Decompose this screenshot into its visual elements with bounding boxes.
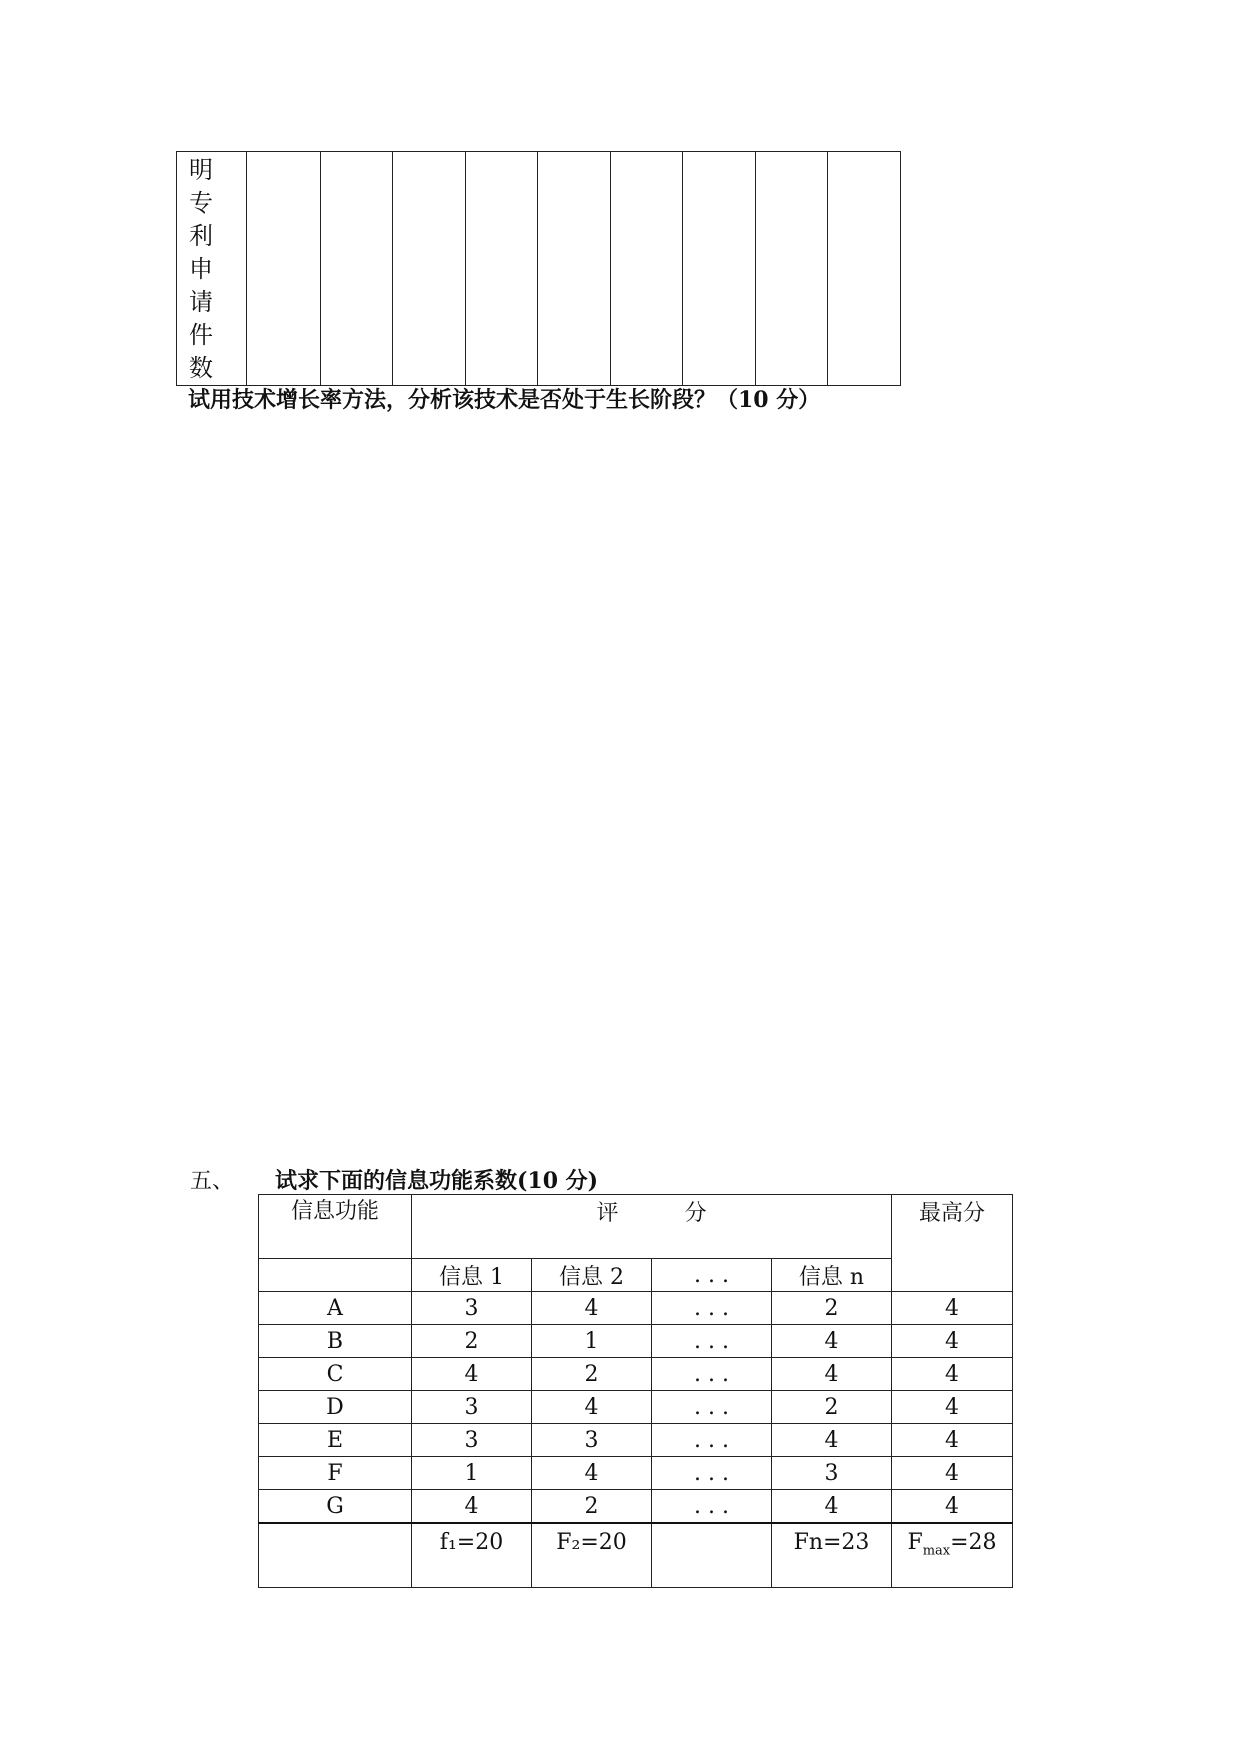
info-function-table <box>258 1194 1013 1588</box>
cell-value: 4 <box>532 1391 652 1424</box>
cell-value: 3 <box>412 1292 532 1325</box>
cell-ellipsis: . . . <box>652 1424 772 1457</box>
row-label: C <box>259 1358 412 1391</box>
question-text: 试用技术增长率方法，分析该技术是否处于生长阶段？（10 分） <box>188 387 821 413</box>
empty-cell <box>611 152 683 386</box>
empty-cell <box>259 1259 412 1292</box>
label-char: 申 <box>189 255 213 283</box>
cell-max: 4 <box>892 1490 1013 1524</box>
cell-ellipsis: . . . <box>652 1325 772 1358</box>
cell-max: 4 <box>892 1424 1013 1457</box>
table-row <box>259 1457 1013 1490</box>
cell-value: 4 <box>772 1325 892 1358</box>
empty-cell <box>247 152 321 386</box>
cell-value: 2 <box>772 1391 892 1424</box>
empty-cell <box>321 152 393 386</box>
label-char: 利 <box>189 222 213 250</box>
total-f1: f₁=20 <box>412 1523 532 1587</box>
cell-value: 2 <box>772 1292 892 1325</box>
empty-cell <box>756 152 828 386</box>
cell-value: 4 <box>772 1490 892 1524</box>
total-fmax <box>892 1523 1013 1587</box>
totals-row <box>259 1523 1013 1587</box>
cell-value: 4 <box>412 1490 532 1524</box>
empty-cell <box>259 1523 412 1587</box>
header-score: 评 分 <box>412 1195 892 1259</box>
total-fn: Fn=23 <box>772 1523 892 1587</box>
label-char: 件 <box>189 321 213 349</box>
row-label: F <box>259 1457 412 1490</box>
patent-table <box>176 151 901 386</box>
cell-ellipsis: . . . <box>652 1391 772 1424</box>
table-row <box>259 1325 1013 1358</box>
label-char: 请 <box>189 288 213 316</box>
cell-ellipsis: . . . <box>652 1358 772 1391</box>
row-label: G <box>259 1490 412 1524</box>
empty-cell <box>683 152 756 386</box>
cell-max: 4 <box>892 1325 1013 1358</box>
total-f2: F₂=20 <box>532 1523 652 1587</box>
table-row <box>259 1358 1013 1391</box>
empty-cell <box>652 1523 772 1587</box>
empty-cell <box>393 152 466 386</box>
cell-value: 3 <box>772 1457 892 1490</box>
row-label: E <box>259 1424 412 1457</box>
cell-max: 4 <box>892 1358 1013 1391</box>
row-label-patent-applications <box>177 152 247 386</box>
fmax-text: $F_{max}=28$ <box>907 1530 997 1559</box>
cell-value: 2 <box>412 1325 532 1358</box>
cell-value: 4 <box>532 1457 652 1490</box>
cell-value: 1 <box>412 1457 532 1490</box>
table-row <box>259 1292 1013 1325</box>
cell-max: 4 <box>892 1292 1013 1325</box>
header-max-score: 最高分 <box>892 1195 1013 1292</box>
section-number: 五、 <box>190 1169 235 1194</box>
table-row <box>259 1490 1013 1524</box>
subheader-info-1: 信息 1 <box>412 1259 532 1292</box>
header-info-function: 信息功能 <box>259 1195 412 1259</box>
cell-max: 4 <box>892 1457 1013 1490</box>
row-label: B <box>259 1325 412 1358</box>
cell-value: 3 <box>412 1424 532 1457</box>
cell-ellipsis: . . . <box>652 1490 772 1524</box>
cell-max: 4 <box>892 1391 1013 1424</box>
cell-value: 4 <box>772 1358 892 1391</box>
cell-value: 4 <box>772 1424 892 1457</box>
cell-value: 4 <box>412 1358 532 1391</box>
row-label: D <box>259 1391 412 1424</box>
empty-cell <box>466 152 538 386</box>
cell-value: 1 <box>532 1325 652 1358</box>
subheader-info-n: 信息 n <box>772 1259 892 1292</box>
row-label: A <box>259 1292 412 1325</box>
cell-value: 4 <box>532 1292 652 1325</box>
subheader-ellipsis: . . . <box>652 1259 772 1292</box>
cell-ellipsis: . . . <box>652 1457 772 1490</box>
cell-value: 3 <box>412 1391 532 1424</box>
section-title: 试求下面的信息功能系数(10 分) <box>275 1168 599 1194</box>
label-char: 明 <box>189 156 213 184</box>
cell-value: 2 <box>532 1358 652 1391</box>
cell-value: 2 <box>532 1490 652 1524</box>
subheader-info-2: 信息 2 <box>532 1259 652 1292</box>
empty-cell <box>538 152 611 386</box>
label-char: 数 <box>189 354 213 382</box>
table-row <box>259 1424 1013 1457</box>
label-char: 专 <box>189 189 213 217</box>
cell-value: 3 <box>532 1424 652 1457</box>
table-row <box>259 1391 1013 1424</box>
empty-cell <box>828 152 901 386</box>
cell-ellipsis: . . . <box>652 1292 772 1325</box>
